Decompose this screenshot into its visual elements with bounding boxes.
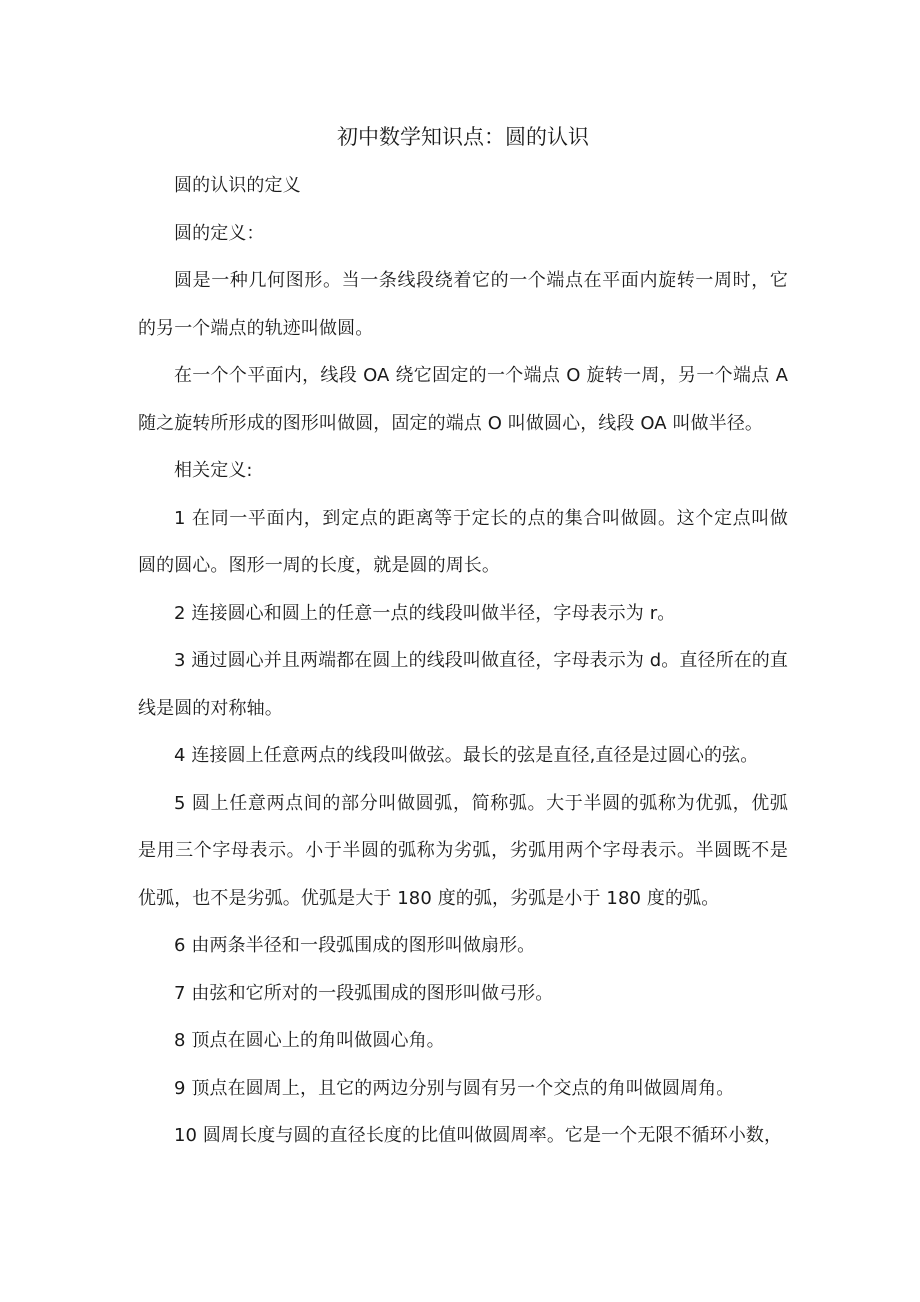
definition-item-6: 6 由两条半径和一段弧围成的图形叫做扇形。: [174, 935, 536, 956]
definition-item-9: 9 顶点在圆周上，且它的两边分别与圆有另一个交点的角叫做圆周角。: [174, 1077, 735, 1099]
definition-item-3: 3 通过圆心并且两端都在圆上的线段叫做直径，字母表示为 d。直径所在的直线是圆的对称轴。: [138, 650, 788, 719]
paragraph-oa-rotation: 在一个个平面内，线段 OA 绕它固定的一个端点 O 旋转一周，另一个端点 A 随之旋转所形成的图形叫做圆，固定的端点 O 叫做圆心，线段 OA 叫做半径。: [138, 365, 788, 434]
definition-item-8: 8 顶点在圆心上的角叫做圆心角。: [174, 1030, 445, 1051]
definition-item-2: 2 连接圆心和圆上的任意一点的线段叫做半径，字母表示为 r。: [174, 602, 676, 624]
definition-item-10: 10 圆周长度与圆的直径长度的比值叫做圆周率。它是一个无限不循环小数，: [174, 1125, 783, 1146]
subheading-related-definitions: 相关定义:: [174, 460, 253, 481]
definition-item-1: 1 在同一平面内，到定点的距离等于定长的点的集合叫做圆。这个定点叫做圆的圆心。图形一周的长度，就是圆的周长。: [138, 507, 788, 576]
section-heading: 圆的认识的定义: [174, 175, 301, 196]
paragraph-circle-definition: 圆是一种几何图形。当一条线段绕着它的一个端点在平面内旋转一周时，它的另一个端点的轨迹叫做圆。: [138, 270, 788, 339]
subheading-circle-definition: 圆的定义：: [174, 222, 265, 244]
definition-item-7: 7 由弦和它所对的一段弧围成的图形叫做弓形。: [174, 982, 554, 1004]
document-title: 初中数学知识点：圆的认识: [337, 125, 589, 149]
definition-item-5: 5 圆上任意两点间的部分叫做圆弧，简称弧。大于半圆的弧称为优弧，优弧是用三个字母表示。小于半圆的弧称为劣弧，劣弧用两个字母表示。半圆既不是优弧，也不是劣弧。优弧是大于 180 度的弧，劣弧是小于 180 度的弧。: [138, 792, 788, 909]
definition-item-4: 4 连接圆上任意两点的线段叫做弦。最长的弦是直径,直径是过圆心的弦。: [174, 745, 759, 766]
